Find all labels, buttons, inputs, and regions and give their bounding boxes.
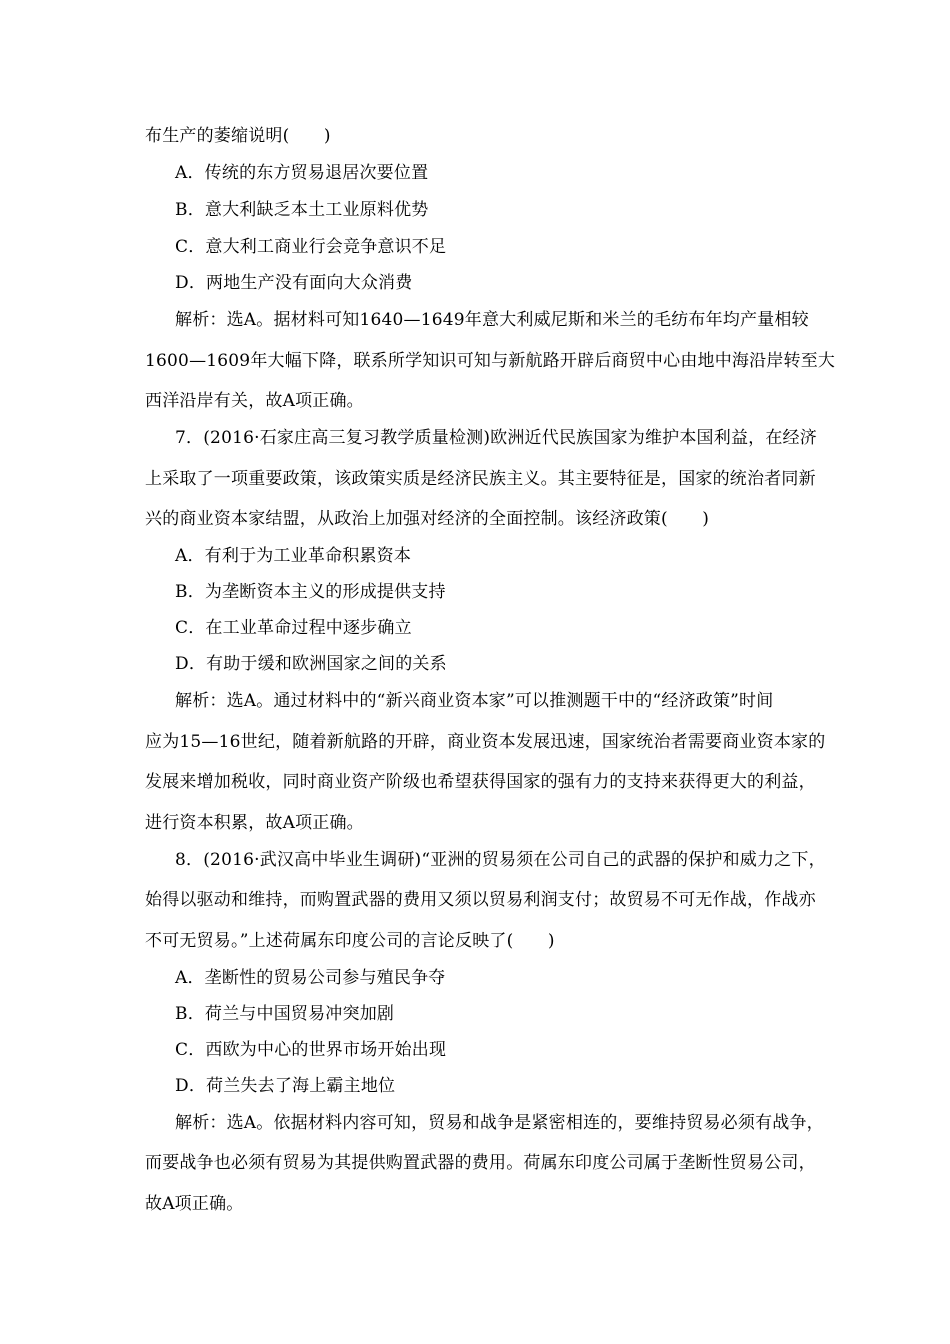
- q8-stem-line-3: 不可无贸易。”上述荷属东印度公司的言论反映了( ): [145, 931, 555, 951]
- q8-analysis-line-3: 故A项正确。: [145, 1194, 244, 1214]
- q7-analysis-line-2: 应为15—16世纪，随着新航路的开辟，商业资本发展迅速，国家统治者需要商业资本家的: [145, 732, 826, 752]
- q6-analysis-line-3: 西洋沿岸有关，故A项正确。: [145, 391, 364, 411]
- q8-option-d: D．荷兰失去了海上霸主地位: [175, 1076, 396, 1096]
- q7-analysis-line-4: 进行资本积累，故A项正确。: [145, 813, 364, 833]
- q7-option-d: D．有助于缓和欧洲国家之间的关系: [175, 654, 447, 674]
- q6-option-d: D．两地生产没有面向大众消费: [175, 273, 413, 293]
- q8-stem-line-1: 8．(2016·武汉高中毕业生调研)“亚洲的贸易须在公司自己的武器的保护和威力之下，: [175, 850, 826, 870]
- q6-stem-tail: 布生产的萎缩说明( ): [145, 126, 331, 146]
- q8-option-c: C．西欧为中心的世界市场开始出现: [175, 1040, 447, 1060]
- q8-analysis-line-1: 解析：选A。依据材料内容可知，贸易和战争是紧密相连的，要维持贸易必须有战争，: [175, 1113, 824, 1133]
- q7-option-a: A．有利于为工业革命积累资本: [175, 546, 412, 566]
- q7-option-b: B．为垄断资本主义的形成提供支持: [175, 582, 446, 602]
- q7-stem-line-3: 兴的商业资本家结盟，从政治上加强对经济的全面控制。该经济政策( ): [145, 509, 710, 529]
- q7-analysis-line-3: 发展来增加税收，同时商业资产阶级也希望获得国家的强有力的支持来获得更大的利益，: [145, 772, 816, 792]
- q7-analysis-line-1: 解析：选A。通过材料中的“新兴商业资本家”可以推测题干中的“经济政策”时间: [175, 691, 774, 711]
- q7-stem-line-1: 7．(2016·石家庄高三复习教学质量检测)欧洲近代民族国家为维护本国利益，在经济: [175, 428, 817, 448]
- q6-option-a: A．传统的东方贸易退居次要位置: [175, 163, 429, 183]
- q6-analysis-line-1: 解析：选A。据材料可知1640—1649年意大利威尼斯和米兰的毛纺布年均产量相较: [175, 310, 809, 330]
- q8-stem-line-2: 始得以驱动和维持，而购置武器的费用又须以贸易利润支付；故贸易不可无作战，作战亦: [145, 890, 816, 910]
- q6-option-c: C．意大利工商业行会竞争意识不足: [175, 237, 447, 257]
- q8-analysis-line-2: 而要战争也必须有贸易为其提供购置武器的费用。荷属东印度公司属于垄断性贸易公司，: [145, 1153, 816, 1173]
- q6-analysis-line-2: 1600—1609年大幅下降，联系所学知识可知与新航路开辟后商贸中心由地中海沿岸转至大: [145, 351, 836, 371]
- q8-option-a: A．垄断性的贸易公司参与殖民争夺: [175, 968, 446, 988]
- q6-option-b: B．意大利缺乏本土工业原料优势: [175, 200, 429, 220]
- q7-option-c: C．在工业革命过程中逐步确立: [175, 618, 412, 638]
- q8-option-b: B．荷兰与中国贸易冲突加剧: [175, 1004, 395, 1024]
- q7-stem-line-2: 上采取了一项重要政策，该政策实质是经济民族主义。其主要特征是，国家的统治者同新: [145, 469, 816, 489]
